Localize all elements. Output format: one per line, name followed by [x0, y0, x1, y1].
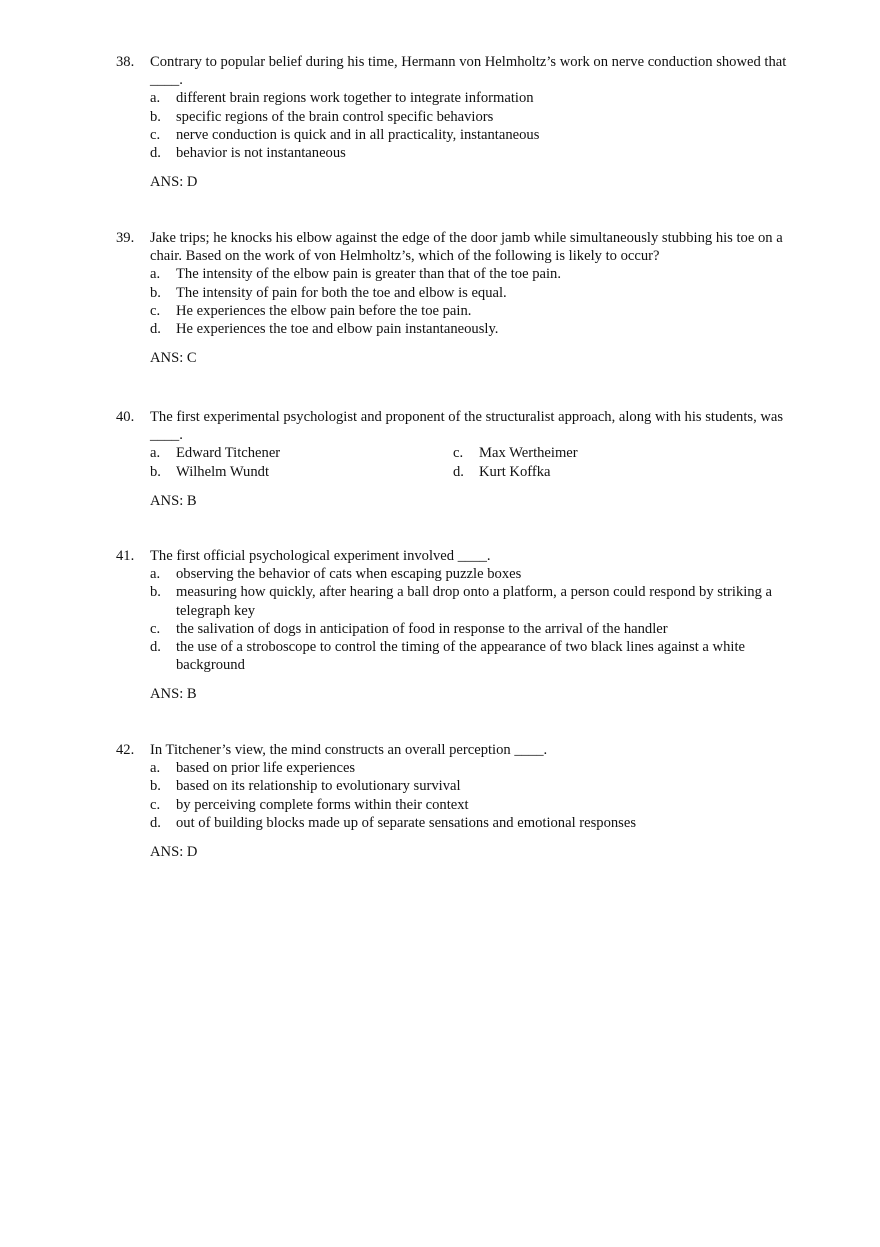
option-text: based on prior life experiences	[176, 760, 356, 777]
option-text: the use of a stroboscope to control the timing of the appearance of two black lines against a white background	[176, 639, 745, 674]
option-text: Wilhelm Wundt	[176, 463, 269, 480]
option-letter: b.	[150, 108, 161, 125]
option-text: The intensity of pain for both the toe and elbow is equal.	[176, 284, 507, 301]
option-letter: d.	[150, 145, 161, 162]
question-stem-row	[116, 53, 796, 89]
question-stem-row	[116, 229, 796, 265]
question-stem-row	[116, 741, 796, 759]
option-text: The intensity of the elbow pain is greater than that of the toe pain.	[176, 266, 561, 283]
option-letter: c.	[150, 126, 161, 143]
option-letter: a.	[150, 760, 161, 777]
option-d	[453, 463, 753, 481]
option-letter: d.	[150, 639, 161, 656]
answer-key: ANS: C	[150, 350, 197, 367]
option-text: different brain regions work together to integrate information	[176, 90, 534, 107]
option-text: Edward Titchener	[176, 445, 281, 462]
option-d	[150, 320, 796, 338]
question-42	[116, 741, 796, 861]
option-letter: a.	[150, 90, 161, 107]
question-stem: The first experimental psychologist and proponent of the structuralist approach, along with his students, was ____.	[150, 409, 784, 444]
option-a	[150, 444, 453, 462]
option-c	[150, 302, 796, 320]
question-number: 40.	[116, 409, 135, 425]
option-d	[150, 638, 796, 674]
option-c	[150, 620, 796, 638]
option-c	[453, 444, 753, 462]
option-text: measuring how quickly, after hearing a ball drop onto a platform, a person could respond by striking a telegraph key	[176, 584, 773, 619]
option-grid	[150, 444, 796, 480]
option-d	[150, 144, 796, 162]
option-letter: b.	[150, 463, 161, 480]
option-d	[150, 814, 796, 832]
question-stem: The first official psychological experiment involved ____.	[150, 548, 491, 564]
option-letter: c.	[150, 620, 161, 637]
question-41	[116, 547, 796, 704]
option-letter: d.	[453, 463, 464, 480]
option-text: observing the behavior of cats when escaping puzzle boxes	[176, 566, 522, 583]
option-letter: a.	[150, 566, 161, 583]
option-a	[150, 89, 796, 107]
option-a	[150, 265, 796, 283]
option-list	[150, 759, 796, 832]
option-text: based on its relationship to evolutionary survival	[176, 778, 461, 795]
option-a	[150, 565, 796, 583]
option-text: He experiences the toe and elbow pain instantaneously.	[176, 321, 499, 338]
answer-key: ANS: D	[150, 844, 198, 861]
option-letter: c.	[150, 796, 161, 813]
option-letter: d.	[150, 321, 161, 338]
option-text: nerve conduction is quick and in all practicality, instantaneous	[176, 126, 540, 143]
option-letter: a.	[150, 445, 161, 462]
option-list	[150, 565, 796, 674]
question-stem-row	[116, 547, 796, 565]
option-letter: c.	[453, 445, 464, 462]
option-b	[150, 284, 796, 302]
option-a	[150, 759, 796, 777]
option-text: specific regions of the brain control specific behaviors	[176, 108, 494, 125]
option-list	[150, 265, 796, 338]
question-40	[116, 408, 796, 510]
option-c	[150, 126, 796, 144]
option-text: out of building blocks made up of separate sensations and emotional responses	[176, 814, 637, 831]
question-number: 39.	[116, 230, 135, 246]
option-text: Max Wertheimer	[479, 445, 578, 462]
option-text: the salivation of dogs in anticipation of food in response to the arrival of the handler	[176, 620, 668, 637]
option-b	[150, 777, 796, 795]
question-stem: Jake trips; he knocks his elbow against the edge of the door jamb while simultaneously stubbing his toe on a chair. Based on the work of von Helmholtz’s, which of the following is likely to occur?	[150, 230, 783, 265]
option-letter: c.	[150, 302, 161, 319]
option-b	[150, 108, 796, 126]
question-number: 41.	[116, 548, 135, 564]
option-letter: a.	[150, 266, 161, 283]
option-text: behavior is not instantaneous	[176, 145, 346, 162]
answer-key: ANS: B	[150, 686, 197, 703]
option-text: He experiences the elbow pain before the toe pain.	[176, 302, 472, 319]
question-stem-row	[116, 408, 796, 444]
question-number: 38.	[116, 54, 135, 70]
option-text: Kurt Koffka	[479, 463, 551, 480]
option-letter: b.	[150, 284, 161, 301]
answer-key: ANS: D	[150, 174, 198, 191]
option-letter: b.	[150, 778, 161, 795]
answer-key: ANS: B	[150, 492, 197, 509]
question-39	[116, 229, 796, 367]
option-letter: b.	[150, 584, 161, 601]
option-c	[150, 796, 796, 814]
option-text: by perceiving complete forms within their context	[176, 796, 469, 813]
option-letter: d.	[150, 814, 161, 831]
question-stem: Contrary to popular belief during his time, Hermann von Helmholtz’s work on nerve conduction showed that ____.	[150, 54, 787, 89]
question-stem: In Titchener’s view, the mind constructs an overall perception ____.	[150, 742, 548, 758]
option-list	[150, 89, 796, 162]
question-38	[116, 53, 796, 191]
question-number: 42.	[116, 742, 135, 758]
option-b	[150, 583, 796, 619]
option-b	[150, 463, 453, 481]
